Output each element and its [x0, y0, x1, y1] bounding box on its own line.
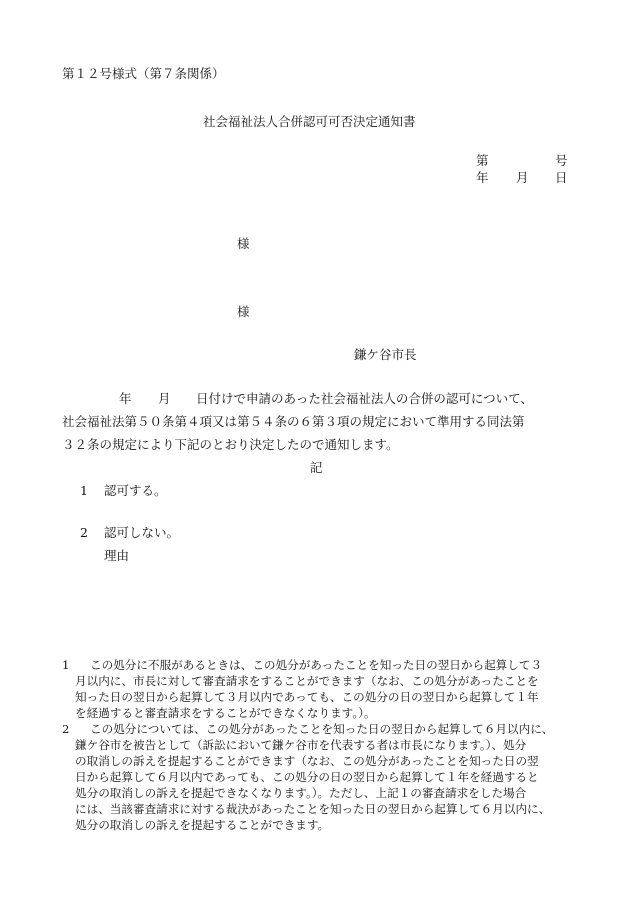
note-line: には、当該審査請求に対する裁決があったことを知った日の翌日から起算して６月以内に、 — [75, 802, 551, 816]
addressee-1: 様 — [237, 236, 250, 251]
ki-heading: 記 — [310, 460, 323, 475]
note-line: 日から起算して６月以内であっても、この処分の日の翌日から起算して１年を経過すると — [75, 770, 539, 784]
addressee-2: 様 — [237, 304, 250, 319]
doc-no-prefix: 第 — [476, 153, 489, 168]
item-number: 1 — [80, 483, 88, 498]
date-month: 月 — [516, 170, 529, 185]
issuer: 鎌ケ谷市長 — [354, 347, 417, 362]
note-line: 処分の取消しの訴えを提起できなくなります。）。ただし、上記１の審査請求をした場合 — [75, 786, 527, 800]
reason-label: 理由 — [104, 548, 130, 563]
note-line: 月以内に、市長に対して審査請求をすることができます（なお、この処分があったことを — [75, 674, 539, 688]
body-line3: ３２条の規定により下記のとおり決定したので通知します。 — [62, 437, 399, 452]
date-year: 年 — [476, 170, 489, 185]
document-title: 社会福祉法人合併認可可否決定通知書 — [203, 114, 416, 129]
date-day: 日 — [555, 170, 568, 185]
body-month: 月 — [158, 391, 171, 406]
note-line: この処分については、この処分があったことを知った日の翌日から起算して６月以内に、 — [90, 722, 554, 736]
body-line2: 社会福祉法第５０条第４項又は第５４条の６第３項の規定において準用する同法第 — [62, 414, 525, 429]
note-line: 処分の取消しの訴えを提起することができます。 — [75, 818, 330, 832]
note-number: 2 — [62, 722, 70, 736]
body-line1: 日付けで申請のあった社会福祉法人の合併の認可について、 — [196, 391, 533, 406]
form-number: 第１２号様式（第７条関係） — [62, 66, 225, 81]
note-line: の取消しの訴えを提起することができます（なお、この処分があったことを知った日の翌 — [75, 754, 539, 768]
item-text: 認可しない。 — [104, 525, 180, 540]
note-line: 鎌ケ谷市を被告として（訴訟において鎌ケ谷市を代表する者は市長になります。）、処分 — [75, 738, 527, 752]
doc-no-suffix: 号 — [555, 153, 568, 168]
note-line: を経過すると審査請求をすることができなくなります。）。 — [75, 706, 376, 720]
body-year: 年 — [119, 391, 132, 406]
note-line: この処分に不服があるときは、この処分があったことを知った日の翌日から起算して３ — [90, 658, 543, 672]
item-text: 認可する。 — [104, 483, 167, 498]
note-line: 知った日の翌日から起算して３月以内であっても、この処分の日の翌日から起算して１年 — [75, 690, 539, 704]
item-number: 2 — [80, 525, 88, 540]
note-number: 1 — [62, 658, 70, 672]
